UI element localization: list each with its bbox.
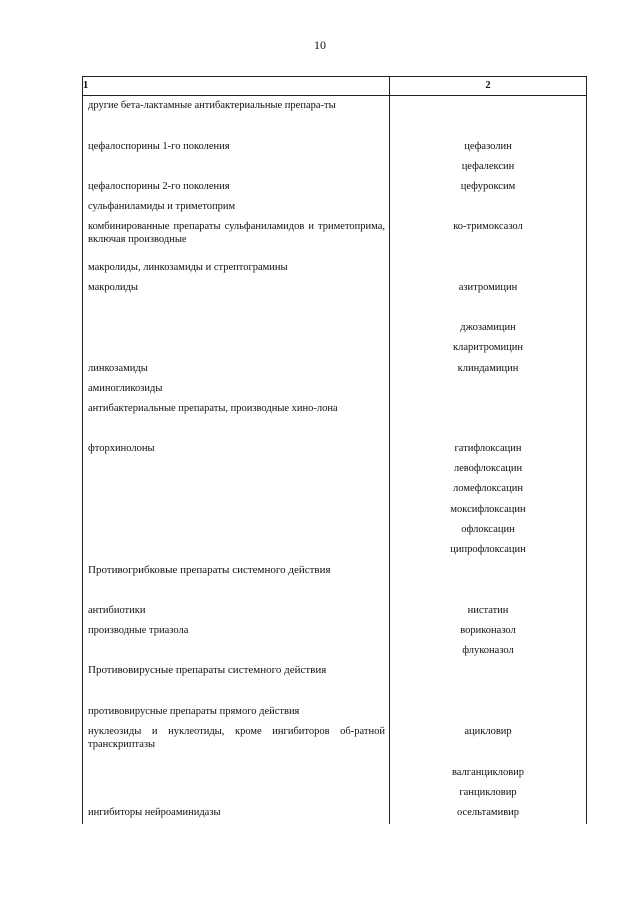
drug-cell: валганцикловир — [451, 767, 525, 778]
drug-cell: нистатин — [467, 605, 509, 616]
header-col-2: 2 — [485, 80, 491, 91]
drug-cell: осельтамивир — [456, 807, 520, 818]
drug-cell: клиндамицин — [457, 363, 519, 374]
category-cell: ингибиторы нейроаминидазы — [88, 807, 221, 818]
section-heading-cell: Противогрибковые препараты системного действия — [88, 564, 331, 576]
category-cell: линкозамиды — [88, 363, 148, 374]
section-heading-cell: Противовирусные препараты системного действия — [88, 664, 327, 676]
drug-cell: вориконазол — [460, 625, 516, 636]
category-cell: макролиды, линкозамиды и стрептограмины — [88, 262, 288, 273]
category-cell: производные триазола — [88, 625, 189, 636]
category-cell: цефалоспорины 2-го поколения — [88, 181, 230, 192]
category-cell: комбинированные препараты сульфаниламидов и триметоприма, включая производные — [88, 221, 385, 245]
drug-cell: ломефлоксацин — [453, 483, 523, 494]
drug-cell: азитромицин — [458, 282, 518, 293]
drug-cell: офлоксацин — [461, 524, 515, 535]
category-cell: нуклеозиды и нуклеотиды, кроме ингибиторов об-ратной транскриптазы — [88, 726, 385, 750]
drug-cell: флуконазол — [462, 645, 514, 656]
drug-cell: цефалексин — [461, 161, 515, 172]
header-col-1: 1 — [83, 80, 89, 91]
category-cell: антибиотики — [88, 605, 146, 616]
drug-cell: кларитромицин — [452, 342, 523, 353]
drug-cell: гатифлоксацин — [454, 443, 522, 454]
page-number: 10 — [314, 38, 326, 52]
drug-cell: джозамицин — [460, 322, 516, 333]
drug-cell: ципрофлоксацин — [450, 544, 526, 555]
category-cell: цефалоспорины 1-го поколения — [88, 141, 230, 152]
drug-cell: левофлоксацин — [453, 463, 523, 474]
drug-cell: ганцикловир — [459, 787, 517, 798]
category-cell: противовирусные препараты прямого действия — [88, 706, 300, 717]
drug-cell: ацикловир — [464, 726, 512, 737]
drug-cell: моксифлоксацин — [450, 504, 526, 515]
drug-cell: цефуроксим — [460, 181, 516, 192]
drug-cell: ко-тримоксазол — [453, 221, 523, 232]
category-cell: сульфаниламиды и триметоприм — [88, 201, 236, 212]
drug-table — [82, 76, 587, 824]
drug-cell: цефазолин — [464, 141, 512, 152]
category-cell: фторхинолоны — [88, 443, 155, 454]
category-cell: аминогликозиды — [88, 383, 163, 394]
category-cell: макролиды — [88, 282, 138, 293]
category-cell: другие бета-лактамные антибактериальные препара-ты — [88, 100, 336, 111]
table-header-row — [83, 77, 586, 96]
category-cell: антибактериальные препараты, производные хино-лона — [88, 403, 338, 414]
